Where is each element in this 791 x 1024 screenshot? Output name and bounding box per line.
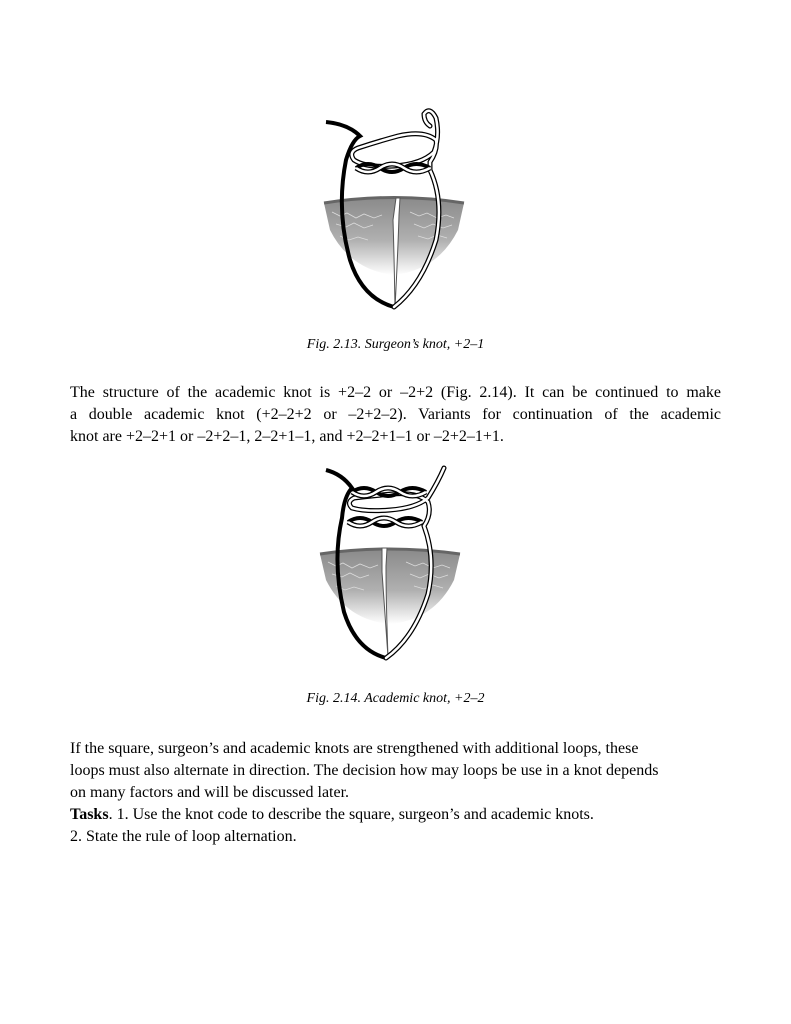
- paragraph-line: knot are +2–2+1 or –2+2–1, 2–2+1–1, and +2–2+1–1 or –2+2–1+1.: [70, 428, 504, 445]
- surgeons-knot-illustration: [318, 100, 470, 325]
- task-2: 2. State the rule of loop alternation.: [70, 828, 297, 845]
- task-1: . 1. Use the knot code to describe the square, surgeon’s and academic knots.: [108, 806, 594, 823]
- figure-academic-knot: [312, 462, 464, 667]
- paragraph-line: on many factors and will be discussed later.: [70, 784, 350, 801]
- body-paragraph: [70, 738, 721, 848]
- paragraph-line: The structure of the academic knot is +2–2 or –2+2 (Fig. 2.14). It can be continued to make: [70, 384, 721, 401]
- figure-surgeons-knot: [318, 100, 470, 325]
- body-paragraph: [70, 382, 721, 448]
- paragraph-line: loops must also alternate in direction. The decision how may loops be use in a knot depends: [70, 762, 659, 779]
- figure-caption: Fig. 2.14. Academic knot, +2–2: [306, 691, 485, 706]
- figure-caption: Fig. 2.13. Surgeon’s knot, +2–1: [306, 337, 485, 352]
- tasks-label: Tasks: [70, 806, 109, 823]
- knot-twist-lower: [348, 518, 422, 526]
- tissue-block: [324, 198, 464, 309]
- paragraph-line: If the square, surgeon’s and academic knots are strengthened with additional loops, these: [70, 740, 639, 757]
- academic-knot-illustration: [312, 462, 464, 667]
- paragraph-line: a double academic knot (+2–2+2 or –2+2–2). Variants for continuation of the academic: [70, 406, 721, 423]
- tasks-line: [70, 804, 721, 826]
